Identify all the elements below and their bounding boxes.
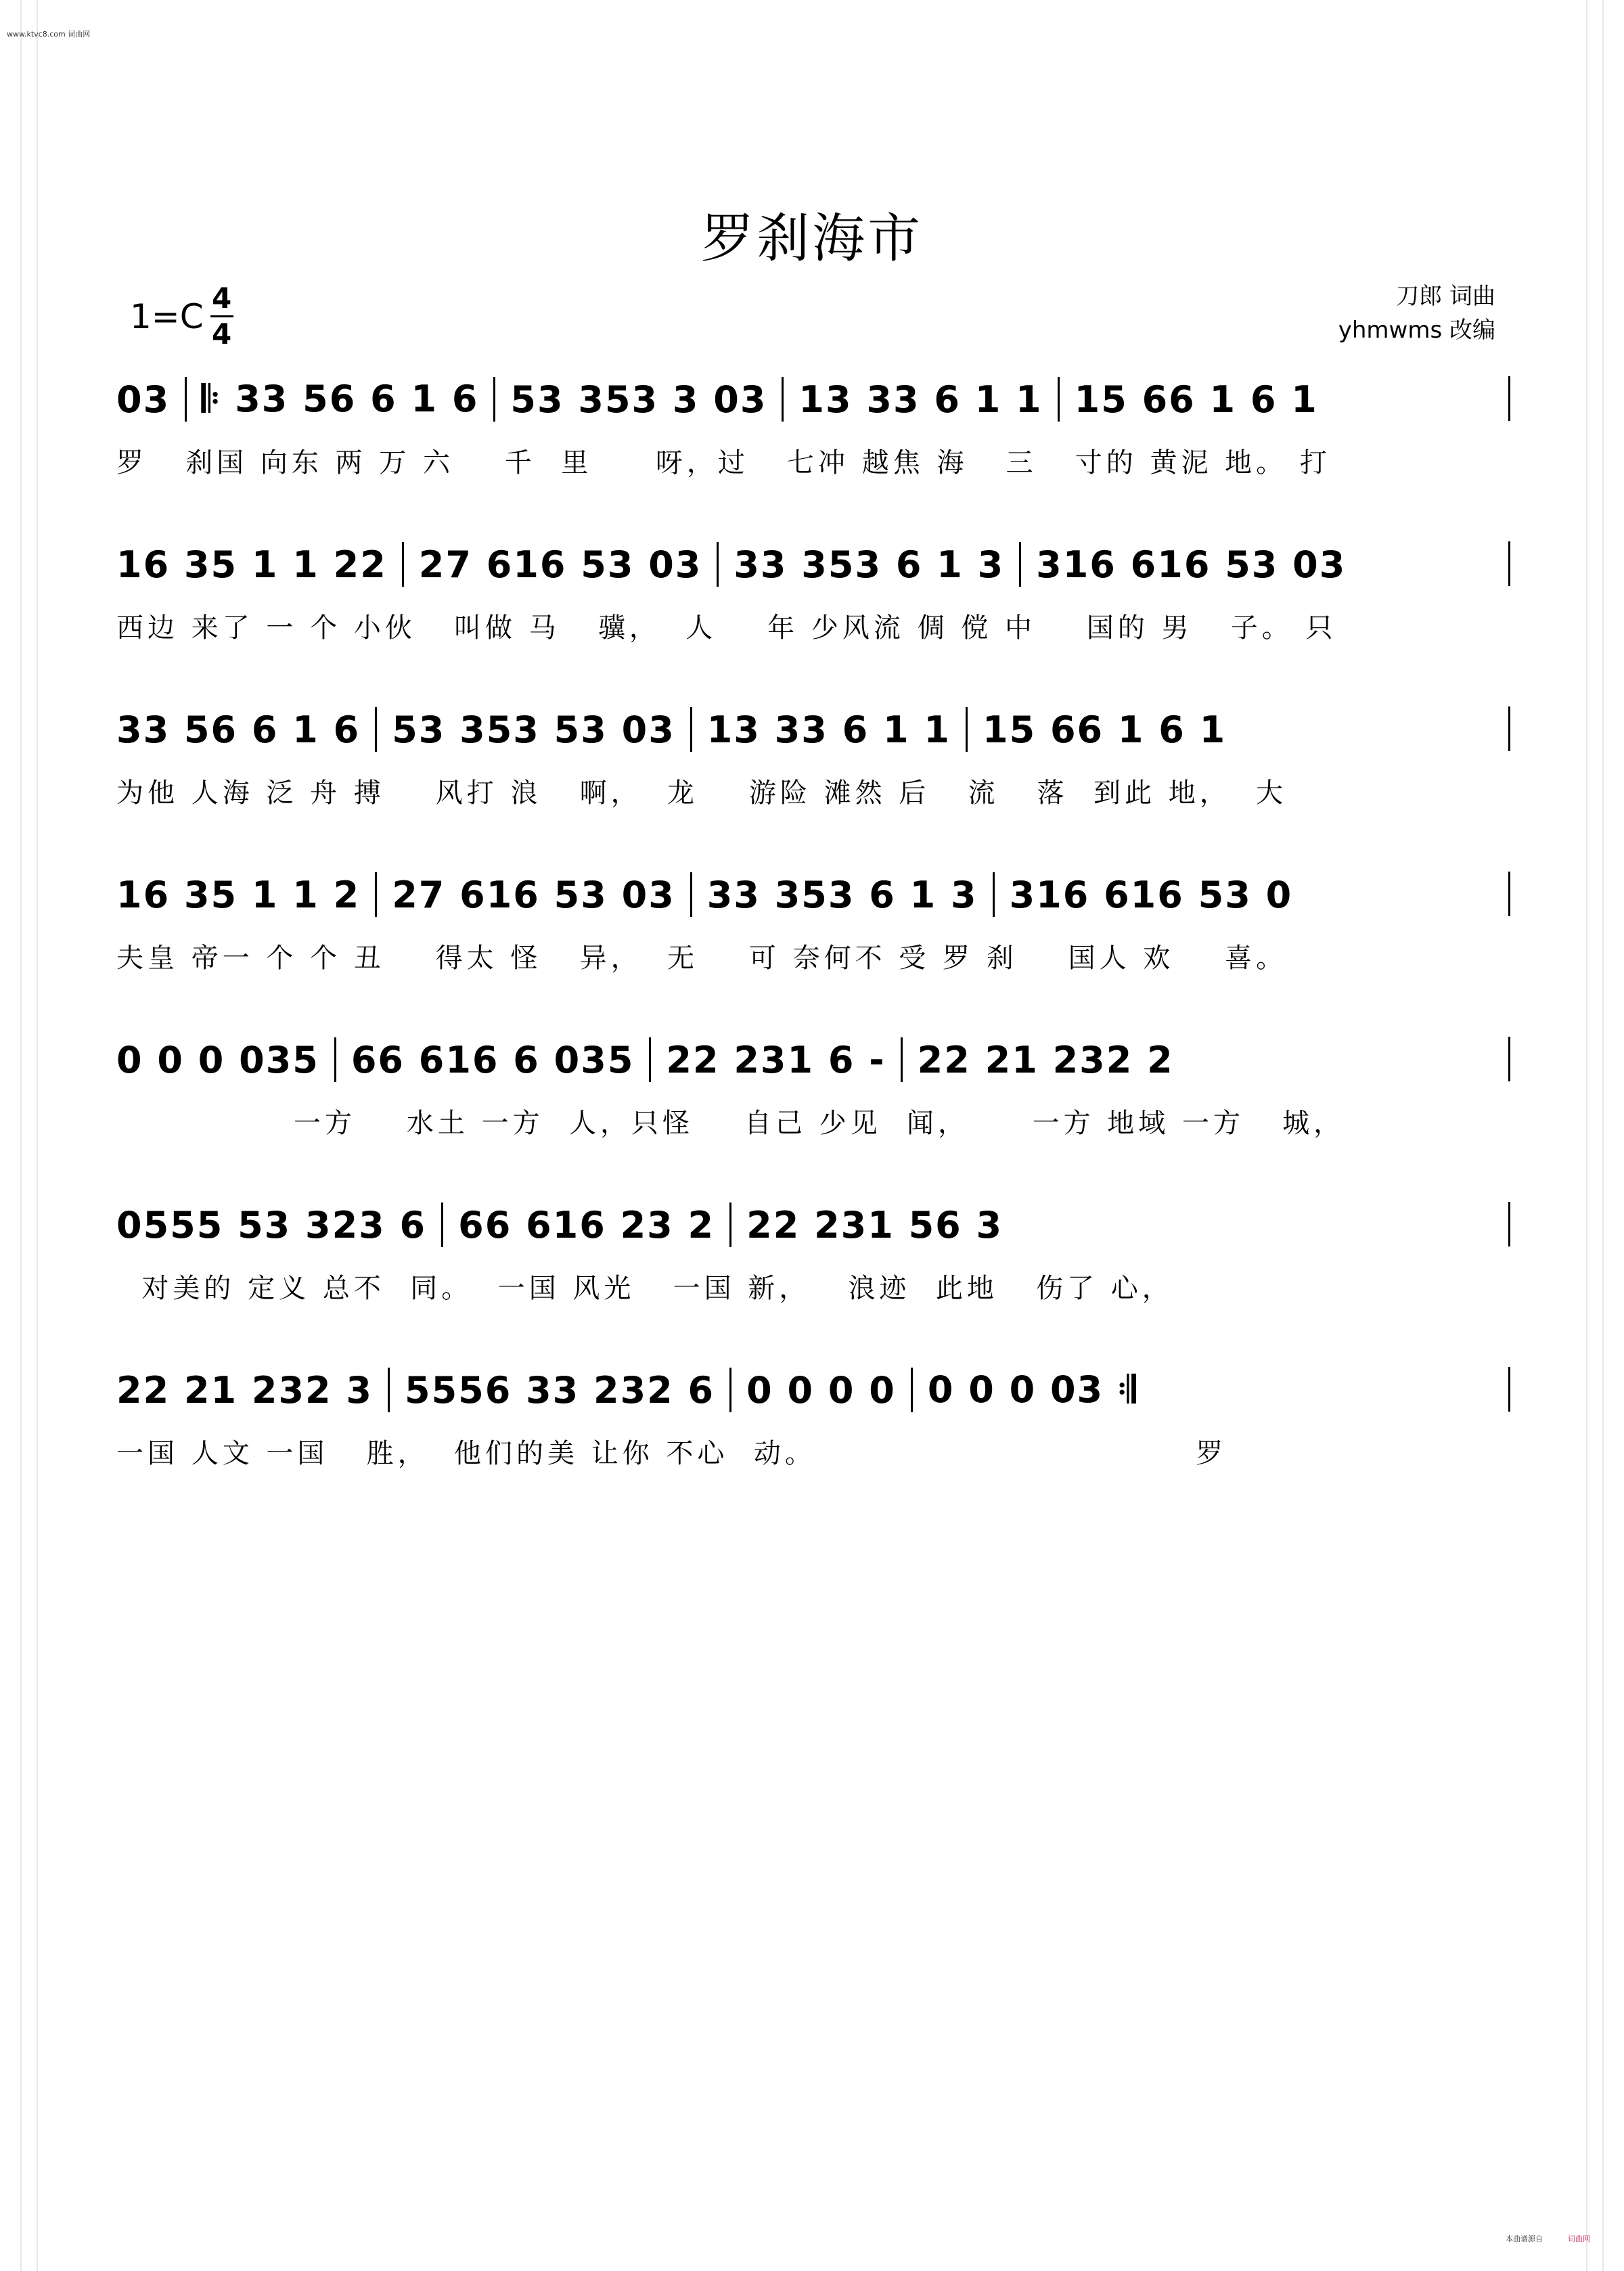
lyrics-line: 一方 水土 一方 人，只怪 自己 少见 闻， 一方 地域 一方 城，: [116, 1108, 1345, 1139]
barline: [690, 707, 692, 752]
left-margin-strip: [20, 0, 38, 2271]
barline: [966, 707, 968, 752]
measure: 16 35 1 1 22: [116, 543, 387, 586]
barline: [729, 1202, 731, 1247]
measure: 33 353 6 1 3: [706, 873, 978, 916]
end-barline: [1508, 706, 1510, 751]
score-system: [116, 696, 1510, 861]
arranger-credit: yhmwms 改编: [1338, 317, 1495, 344]
measure: 0 0 0 035: [116, 1038, 319, 1081]
lyrics-line: 西边 来了 一 个 小伙 叫做 马 骥， 人 年 少风流 倜 傥 中 国的 男 子。 只: [116, 612, 1337, 644]
barline: [441, 1202, 443, 1247]
song-title: 罗刹海市: [700, 208, 923, 269]
score-system: [116, 1191, 1510, 1356]
end-barline: [1508, 541, 1510, 586]
measure: 5556 33 232 6: [405, 1368, 715, 1412]
key-label: 1=C: [130, 296, 204, 336]
lyrics-line: 一国 人文 一国 胜， 他们的美 让你 不心 动。 罗: [116, 1438, 1227, 1469]
lyrics-line: 夫皇 帝一 个 个 丑 得太 怪 异， 无 可 奈何不 受 罗 刹 国人 欢 喜。: [116, 943, 1288, 974]
notes-line: [116, 861, 1510, 928]
source-mark: 本曲谱源自: [1506, 2234, 1543, 2243]
end-barline: [1508, 1037, 1510, 1081]
barline: [1058, 377, 1060, 422]
notes-line: [116, 696, 1510, 763]
barline: [649, 1037, 651, 1082]
notes-line: [116, 1191, 1510, 1259]
measure: 03: [116, 378, 171, 421]
measure: 33 56 6 1 6: [116, 708, 361, 751]
source-site-mark: 词曲网: [1568, 2234, 1590, 2243]
measure: 53 353 53 03: [392, 708, 675, 751]
measure: 316 616 53 03: [1036, 543, 1347, 586]
barline: [717, 542, 719, 587]
score: [116, 365, 1510, 1521]
measure: 66 616 23 2: [458, 1203, 715, 1246]
notes-line: [116, 1026, 1510, 1094]
score-system: [116, 531, 1510, 696]
barline: [493, 377, 495, 422]
measure: 15 66 1 6 1: [983, 708, 1227, 751]
lyrics-line: 为他 人海 泛 舟 搏 风打 浪 啊， 龙 游险 滩然 后 流 落 到此 地， 大: [116, 778, 1288, 809]
measure: 0 0 0 03 𝄇: [927, 1368, 1137, 1411]
measure: 15 66 1 6 1: [1074, 378, 1318, 421]
time-signature: [210, 282, 233, 351]
score-system: [116, 1356, 1510, 1521]
measure: 22 21 232 3: [116, 1368, 373, 1412]
score-system: [116, 1026, 1510, 1191]
measure: 0 0 0 0: [746, 1368, 896, 1412]
measure: 0555 53 323 6: [116, 1203, 427, 1246]
barline: [1019, 542, 1021, 587]
barline: [993, 872, 995, 917]
barline: [388, 1368, 390, 1412]
lyrics-line: 对美的 定义 总不 同。 一国 风光 一国 新， 浪迹 此地 伤了 心，: [116, 1273, 1173, 1304]
site-url: www.ktvc8.com 词曲网: [7, 30, 91, 39]
barline: [729, 1368, 731, 1412]
end-barline: [1508, 1367, 1510, 1412]
measure: 27 616 53 03: [392, 873, 675, 916]
measure: 66 616 6 035: [351, 1038, 635, 1081]
barline: [375, 872, 377, 917]
end-barline: [1508, 1202, 1510, 1246]
lyrics-line: 罗 刹国 向东 两 万 六 千 里 呀，过 七冲 越焦 海 三 寸的 黄泥 地。 打: [116, 447, 1331, 478]
notes-line: [116, 531, 1510, 598]
time-bottom: 4: [212, 317, 232, 351]
measure: 22 231 56 3: [746, 1203, 1003, 1246]
end-barline: [1508, 872, 1510, 916]
measure: 53 353 3 03: [510, 378, 767, 421]
barline: [901, 1037, 903, 1082]
measure: 13 33 6 1 1: [706, 708, 951, 751]
barline: [375, 707, 377, 752]
notes-line: [116, 1356, 1510, 1424]
end-barline: [1508, 376, 1510, 421]
measure: 33 353 6 1 3: [734, 543, 1005, 586]
barline: [782, 377, 784, 422]
time-top: 4: [212, 282, 232, 315]
measure: 22 21 232 2: [917, 1038, 1174, 1081]
measure: 𝄆 33 56 6 1 6: [202, 378, 479, 420]
measure: 13 33 6 1 1: [798, 378, 1043, 421]
measure: 22 231 6 -: [666, 1038, 886, 1081]
barline: [402, 542, 404, 587]
measure: 16 35 1 1 2: [116, 873, 361, 916]
notes-line: [116, 365, 1510, 433]
barline: [334, 1037, 336, 1082]
barline: [911, 1368, 913, 1412]
score-system: [116, 365, 1510, 531]
score-system: [116, 861, 1510, 1026]
barline: [690, 872, 692, 917]
right-margin-strip: [1586, 0, 1604, 2271]
measure: 316 616 53 0: [1009, 873, 1293, 916]
composer-credit: 刀郎 词曲: [1396, 283, 1495, 310]
key-signature: [130, 282, 233, 351]
barline: [185, 377, 187, 422]
measure: 27 616 53 03: [418, 543, 702, 586]
